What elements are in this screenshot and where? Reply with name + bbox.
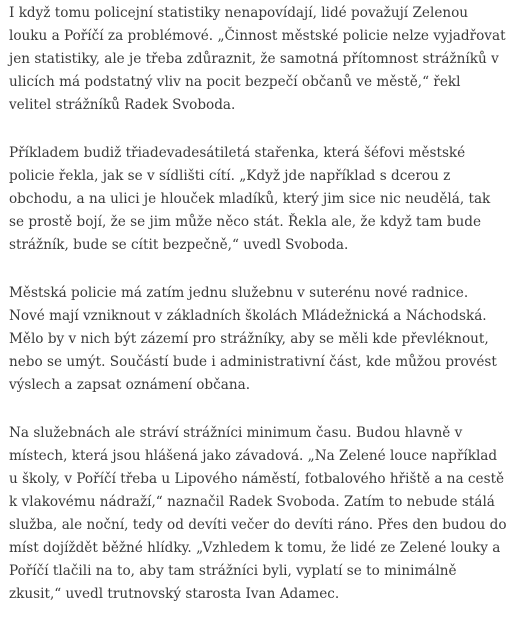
article-paragraph-2: Příkladem budiž třiadevadesátiletá stařenka, která šéfovi městské policie řekla, jak se v sídlišti cítí. „Když jde například s dcerou z obchodu, a na ulici je hlouček mladíků, který jim sice nic neudělá, tak se prostě bojí, že se jim může něco stát. Řekla ale, že když tam bude strážník, bude se cítit bezpečně,“ uvedl Svoboda. <box>9 145 491 253</box>
article-paragraph-4: Na služebnách ale stráví strážníci minimum času. Budou hlavně v místech, která jsou hlášená jako závadová. „Na Zelené louce například u školy, v Poříčí třeba u Lipového náměstí, fotbalového hřiště a na cestě k vlakovému nádraží,“ naznačil Radek Svoboda. Zatím to nebude stálá služba, ale noční, tedy od devíti večer do devíti ráno. Přes den budou do míst dojíždět běžné hlídky. „Vzhledem k tomu, že lidé ze Zelené louky a Poříčí tlačili na to, aby tam strážníci byli, vyplatí se to minimálně zkusit,“ uvedl trutnovský starosta Ivan Adamec. <box>9 425 507 602</box>
article-paragraph-3: Městská policie má zatím jednu služebnu v suterénu nové radnice. Nové mají vzniknout v základních školách Mládežnická a Náchodská. Mělo by v nich být zázemí pro strážníky, aby se měli kde převléknout, nebo se umýt. Součástí bude i administrativní část, kde můžou provést výslech a zapsat oznámení občana. <box>9 285 497 393</box>
article-paragraph-1: I když tomu policejní statistiky nenapovídají, lidé považují Zelenou louku a Poříčí za problémové. „Činnost městské policie nelze vyjadřovat jen statistiky, ale je třeba zdůraznit, že samotná přítomnost strážníků v ulicích má podstatný vliv na pocit bezpečí občanů ve městě,“ řekl velitel strážníků Radek Svoboda. <box>9 5 506 113</box>
